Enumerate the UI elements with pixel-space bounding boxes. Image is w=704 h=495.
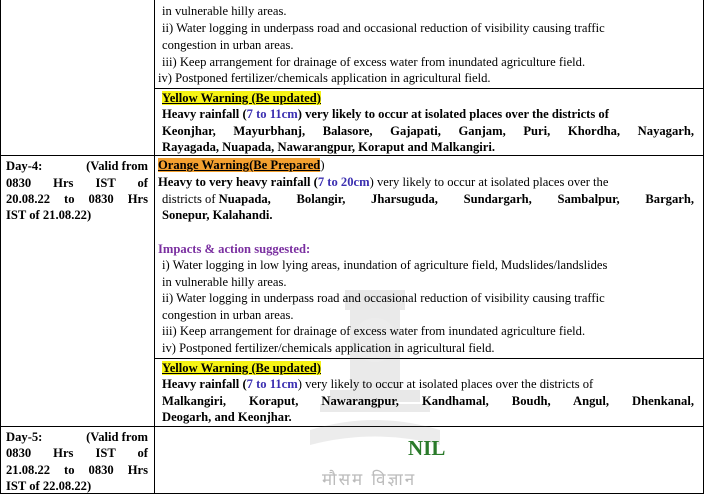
rain-suffix: ) very likely to occur at isolated places over the districts of bbox=[297, 377, 594, 391]
impact-line-6: iv) Postponed fertilizer/chemicals application in agricultural field. bbox=[162, 341, 495, 355]
day5-valid: (Valid from bbox=[86, 430, 148, 444]
day4-yellow-warning-label bbox=[162, 360, 321, 377]
rain-range: 7 to 11cm bbox=[246, 107, 298, 121]
day4-orange-districts-2: Sonepur, Kalahandi. bbox=[162, 208, 273, 222]
rain-range: 7 to 20cm bbox=[317, 175, 370, 189]
impact-line-5: iii) Keep arrangement for drainage of excess water from inundated agriculture field. bbox=[162, 324, 586, 338]
day5-label-line3: 21.08.22 to 0830 Hrs bbox=[6, 463, 148, 477]
top-yellow-districts-2: Rayagada, Nuapada, Nawarangpur, Koraput and Malkangiri. bbox=[162, 140, 495, 154]
impacts-title: Impacts & action suggested: bbox=[158, 242, 311, 256]
districts-prefix: districts of bbox=[162, 192, 219, 206]
day4-yellow-districts-1: Malkangiri, Koraput, Nawarangpur, Kandhamal, Boudh, Angul, Dhenkanal, bbox=[162, 394, 694, 408]
watermark-text: मौसम विज्ञान bbox=[322, 470, 417, 490]
day4-label-line3: 20.08.22 to 0830 Hrs bbox=[6, 192, 148, 206]
top-yellow-districts-1: Keonjhar, Mayurbhanj, Balasore, Gajapati, Ganjam, Puri, Khordha, Nayagarh, bbox=[162, 124, 694, 138]
top-line-4: iii) Keep arrangement for drainage of excess water from inundated agriculture field. bbox=[162, 55, 586, 69]
impact-line-2: in vulnerable hilly areas. bbox=[162, 275, 287, 289]
rain-prefix: Heavy rainfall ( bbox=[162, 377, 247, 391]
yellow-warning-highlight: Yellow Warning (Be updated) bbox=[162, 361, 321, 375]
day4-yellow-districts-2: Deogarh, and Keonjhar. bbox=[162, 410, 292, 424]
day4-label-line2: 0830 Hrs IST of bbox=[6, 176, 148, 190]
top-line-5: iv) Postponed fertilizer/chemicals application in agricultural field. bbox=[158, 71, 491, 85]
day4-label-line1 bbox=[6, 158, 148, 175]
day5-label-line2: 0830 Hrs IST of bbox=[6, 446, 148, 460]
orange-close-paren: ) bbox=[320, 158, 325, 172]
rain-prefix: Heavy rainfall ( bbox=[162, 107, 247, 121]
day5-day: Day-5: bbox=[6, 430, 43, 444]
top-line-3: congestion in urban areas. bbox=[162, 38, 294, 52]
day4-orange-warning-label bbox=[158, 157, 325, 174]
day4-yellow-rain-line bbox=[162, 376, 593, 393]
day4-label-line4: IST of 21.08.22) bbox=[6, 208, 92, 222]
row-divider-top-yellow bbox=[154, 88, 704, 89]
yellow-warning-highlight: Yellow Warning (Be updated) bbox=[162, 91, 321, 105]
orange-warning-highlight: Orange Warning(Be Prepared bbox=[158, 158, 321, 172]
day4-orange-rain-line bbox=[158, 174, 608, 191]
day5-label-line4: IST of 22.08.22) bbox=[6, 479, 92, 493]
top-yellow-rain-line bbox=[162, 106, 609, 123]
day5-label-line1 bbox=[6, 429, 148, 446]
day4-valid: (Valid from bbox=[86, 159, 148, 173]
table-border-left bbox=[0, 0, 1, 494]
day4-orange-districts-1 bbox=[162, 191, 694, 208]
impact-line-1: i) Water logging in low lying areas, inundation of agriculture field, Mudslides/landslides bbox=[162, 258, 608, 272]
top-yellow-warning-label bbox=[162, 90, 321, 107]
rain-suffix: ) very likely to occur at isolated places over the bbox=[369, 175, 609, 189]
rain-range: 7 to 11cm bbox=[246, 377, 298, 391]
rain-prefix: Heavy to very heavy rainfall ( bbox=[158, 175, 318, 189]
column-divider bbox=[154, 0, 155, 494]
day5-nil-value: NIL bbox=[408, 436, 446, 460]
day4-day: Day-4: bbox=[6, 159, 43, 173]
districts-list: Nuapada, Bolangir, Jharsuguda, Sundargarh, Sambalpur, Bargarh, bbox=[218, 192, 694, 206]
rain-suffix: ) very likely to occur at isolated places over the districts of bbox=[297, 107, 609, 121]
top-line-2: ii) Water logging in underpass road and occasional reduction of visibility causing traffic bbox=[162, 21, 605, 35]
top-line-1: in vulnerable hilly areas. bbox=[162, 4, 287, 18]
impact-line-4: congestion in urban areas. bbox=[162, 308, 294, 322]
impact-line-3: ii) Water logging in underpass road and occasional reduction of visibility causing traffic bbox=[162, 291, 605, 305]
